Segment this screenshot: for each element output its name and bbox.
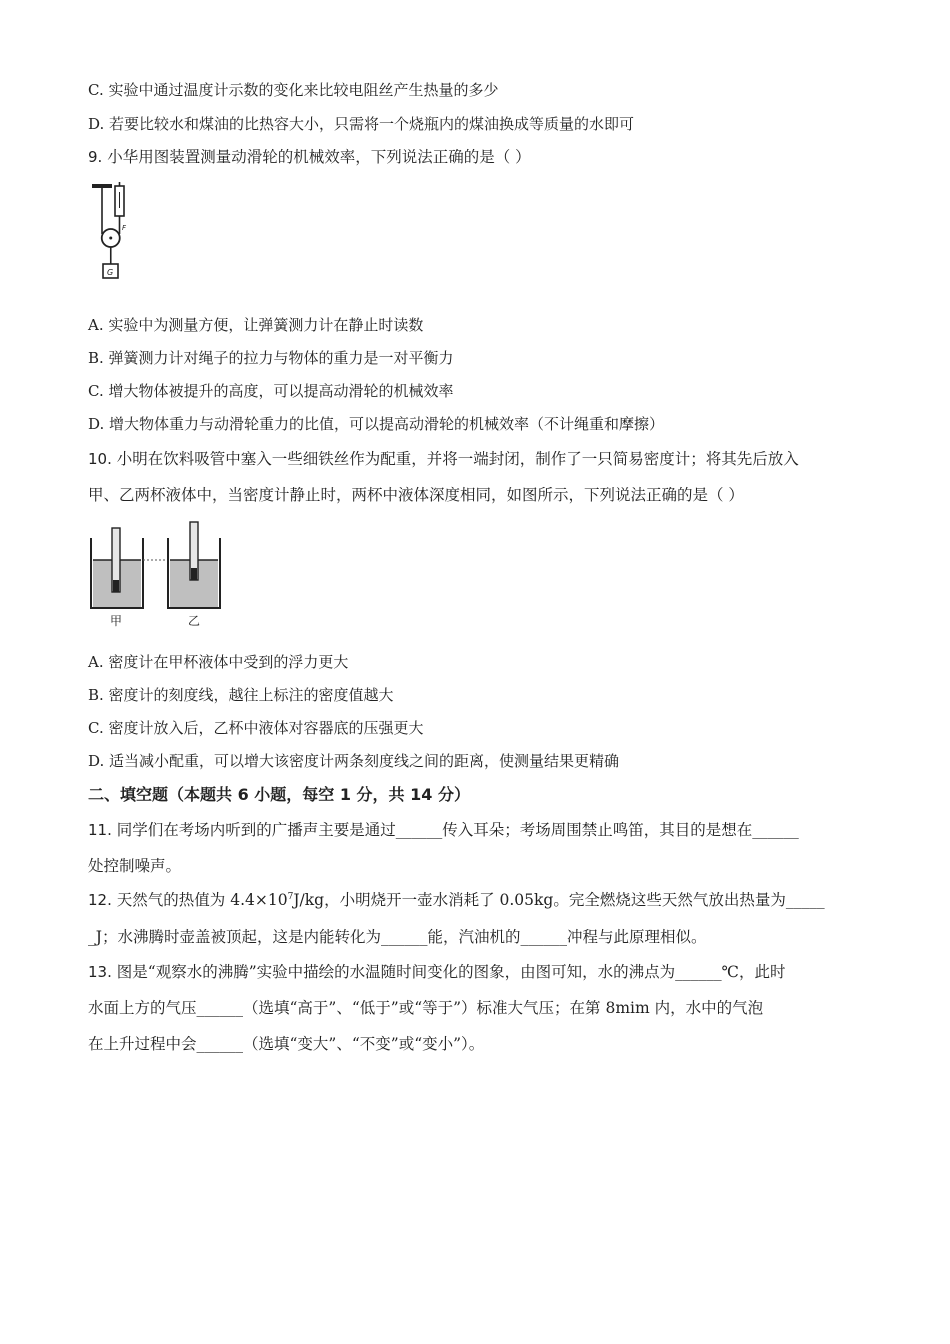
q11-line1: 11. 同学们在考场内听到的广播声主要是通过______传入耳朵；考场周围禁止鸣笛，其目的是想在______ [88,821,799,839]
beaker-jia [91,528,143,608]
q9-stem-text: 小华用图装置测量动滑轮的机械效率，下列说法正确的是（ ） [102,148,531,166]
q10-option-d: D. 适当减小配重，可以增大该密度计两条刻度线之间的距离，使测量结果更精确 [88,752,620,770]
q9-option-a: A. 实验中为测量方便，让弹簧测力计在静止时读数 [88,316,424,334]
q10-option-c: C. 密度计放入后，乙杯中液体对容器底的压强更大 [88,719,424,737]
q12-number: 12. [88,891,112,909]
q9-stem [88,147,531,167]
densimeter-figure [88,520,223,630]
q13-number: 13. [88,963,112,981]
section-title: 二、填空题（本题共 6 小题，每空 1 分，共 14 分） [88,785,470,804]
q13-line1: 13. 图是“观察水的沸腾”实验中描绘的水温随时间变化的图象，由图可知，水的沸点为______℃，此时 [88,963,786,981]
q12-line1: 12. 天然气的热值为 $4.4\times 10^7J/kg$，小明烧开一壶水消耗了 0.05kg。完全燃烧这些天然气放出热量为_____ [88,891,825,909]
q10-option-a: A. 密度计在甲杯液体中受到的浮力更大 [88,653,349,671]
ceiling-bar [92,184,112,188]
q9-number: 9. [88,148,103,166]
q9-option-d: D. 增大物体重力与动滑轮重力的比值，可以提高动滑轮的机械效率（不计绳重和摩擦） [88,415,665,433]
q12-line2: _J；水沸腾时壶盖被顶起，这是内能转化为______能，汽油机的______冲程与此原理相似。 [88,928,707,946]
q10-number: 10. [88,450,112,468]
q9-option-c: C. 增大物体被提升的高度，可以提高动滑轮的机械效率 [88,382,454,400]
svg-text:F: F [122,224,127,232]
q9-option-b: B. 弹簧测力计对绳子的拉力与物体的重力是一对平衡力 [88,349,454,367]
label-yi: 乙 [188,614,201,628]
weight-label: G [107,268,114,277]
q13-line2: 水面上方的气压______（选填“高于”、“低于”或“等于”）标准大气压；在第 8mim 内，水中的气泡 [88,999,764,1017]
q11-number: 11. [88,821,112,839]
label-jia: 甲 [110,614,123,628]
pulley-figure [88,180,138,284]
q11-line2: 处控制噪声。 [88,857,182,875]
q10-stem-line1: 10. 小明在饮料吸管中塞入一些细铁丝作为配重，并将一端封闭，制作了一只简易密度计；将其先后放入 [88,450,799,468]
q10-stem-line2: 甲、乙两杯液体中，当密度计静止时，两杯中液体深度相同，如图所示，下列说法正确的是（ ） [88,486,744,504]
beaker-yi [168,522,220,608]
q10-option-b: B. 密度计的刻度线，越往上标注的密度值越大 [88,686,394,704]
q13-line3: 在上升过程中会______（选填“变大”、“不变”或“变小”）。 [88,1035,485,1053]
q8-option-c: C. 实验中通过温度计示数的变化来比较电阻丝产生热量的多少 [88,81,499,99]
q8-option-d: D. 若要比较水和煤油的比热容大小，只需将一个烧瓶内的煤油换成等质量的水即可 [88,115,635,133]
